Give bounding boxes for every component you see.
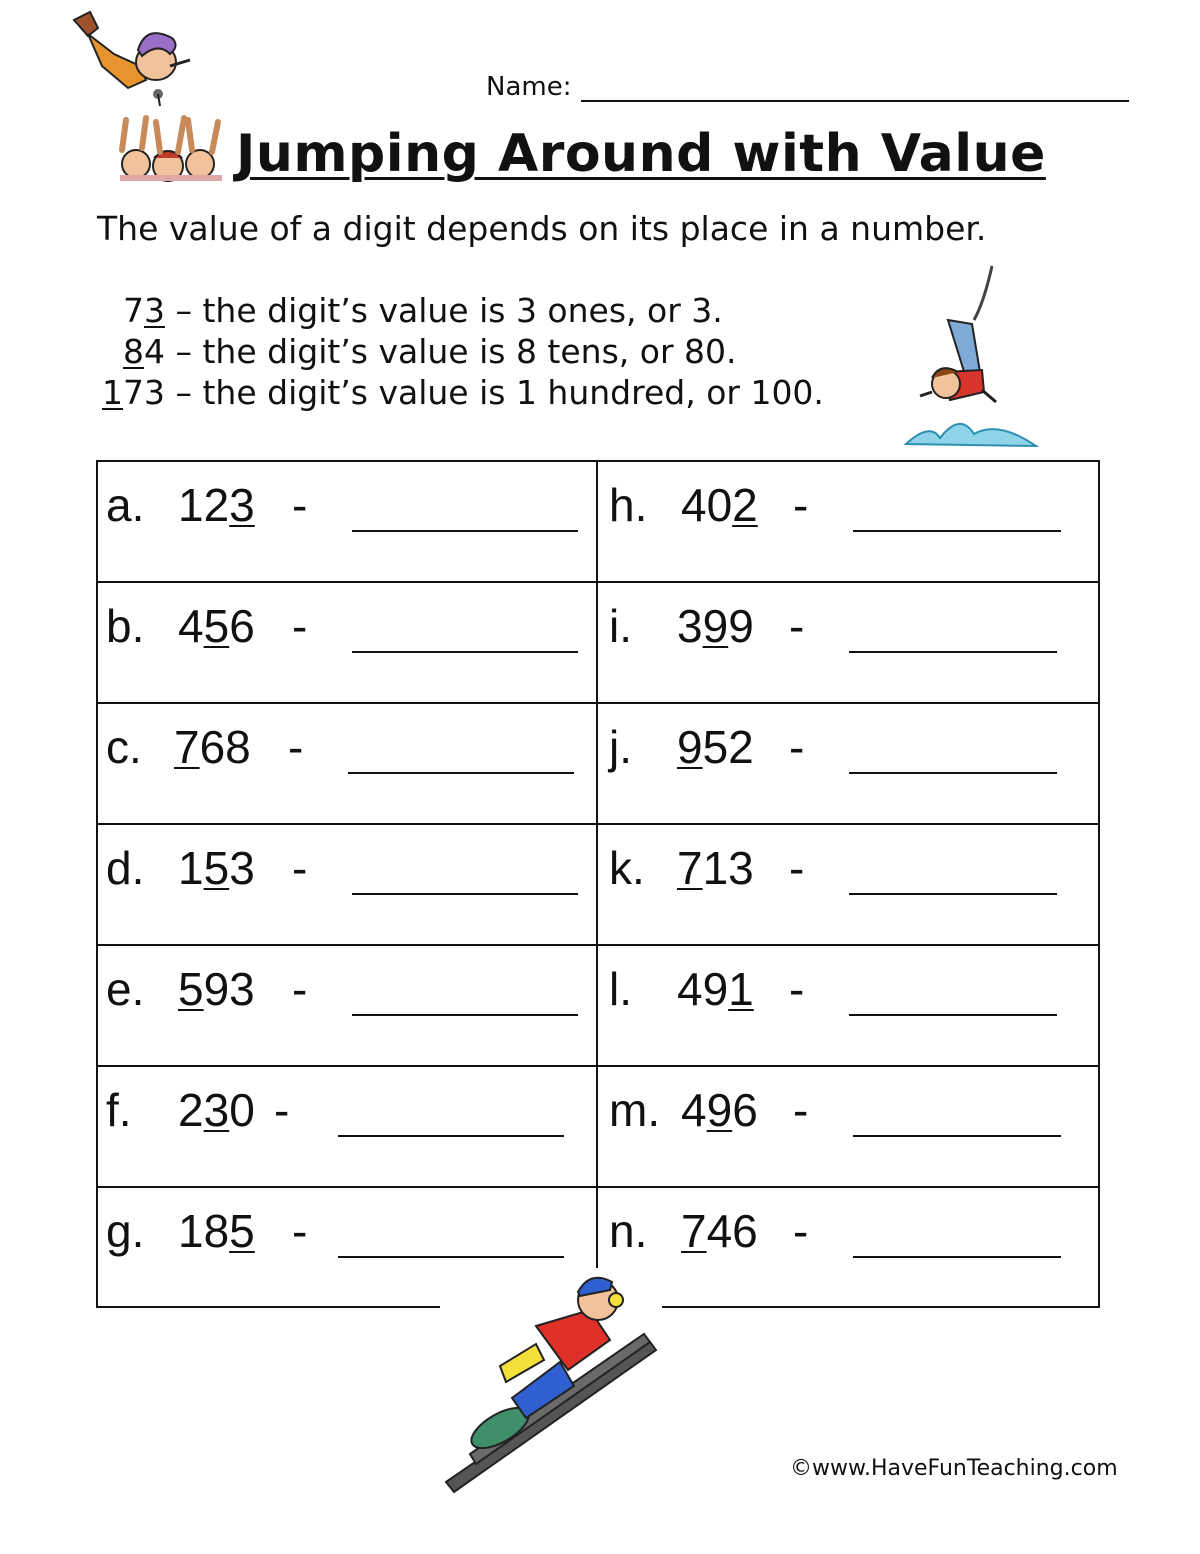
problem-letter: i.	[609, 600, 632, 652]
problem-letter: m.	[609, 1084, 661, 1136]
problem-number: 491	[677, 963, 754, 1015]
problem-j: j. 952 -	[609, 720, 1089, 780]
problem-b: b. 456 -	[106, 599, 586, 659]
problem-number: 768	[174, 721, 251, 773]
problem-number: 123	[178, 479, 255, 531]
answer-blank[interactable]	[853, 1135, 1061, 1137]
answer-blank[interactable]	[338, 1256, 564, 1258]
problem-letter: g.	[106, 1205, 145, 1257]
singer-cartoon-icon	[66, 10, 196, 110]
example-explanation: – the digit’s value is 1 hundred, or 100.	[165, 373, 824, 412]
problem-letter: a.	[106, 479, 145, 531]
intro-text: The value of a digit depends on its place in a number.	[97, 209, 987, 248]
answer-blank[interactable]	[352, 530, 578, 532]
problem-letter: c.	[106, 721, 142, 773]
grid-line	[96, 1306, 440, 1308]
underlined-digit: 9	[706, 1084, 733, 1136]
problem-letter: n.	[609, 1205, 648, 1257]
problem-number: 185	[178, 1205, 255, 1257]
underlined-digit: 5	[229, 1205, 255, 1257]
problem-a: a. 123 -	[106, 478, 586, 538]
grid-line	[96, 1065, 1100, 1067]
answer-blank[interactable]	[352, 651, 578, 653]
example-line: 173 – the digit’s value is 1 hundred, or 100.	[102, 373, 824, 412]
grid-line	[96, 460, 1100, 462]
problem-letter: k.	[609, 842, 645, 894]
underlined-digit: 2	[732, 479, 758, 531]
problem-f: f. 230 -	[106, 1083, 586, 1143]
underlined-digit: 5	[178, 963, 204, 1015]
underlined-digit: 7	[681, 1205, 707, 1257]
problem-letter: j.	[609, 721, 632, 773]
copyright-text: ©www.HaveFunTeaching.com	[790, 1456, 1118, 1481]
problem-number: 153	[178, 842, 255, 894]
problem-l: l. 491 -	[609, 962, 1089, 1022]
answer-blank[interactable]	[338, 1135, 564, 1137]
problem-h: h. 402 -	[609, 478, 1089, 538]
answer-blank[interactable]	[849, 772, 1057, 774]
problem-n: n. 746 -	[609, 1204, 1089, 1264]
grid-line	[96, 581, 1100, 583]
grid-line	[96, 944, 1100, 946]
problem-number: 496	[681, 1084, 758, 1136]
answer-blank[interactable]	[849, 1014, 1057, 1016]
problem-k: k. 713 -	[609, 841, 1089, 901]
worksheet-title: Jumping Around with Value	[236, 124, 1046, 184]
problem-number: 456	[178, 600, 255, 652]
underlined-digit: 1	[102, 373, 123, 412]
problem-letter: b.	[106, 600, 145, 652]
answer-blank[interactable]	[352, 893, 578, 895]
answer-blank[interactable]	[853, 530, 1061, 532]
problem-number: 713	[677, 842, 754, 894]
underlined-digit: 3	[229, 479, 255, 531]
underlined-digit: 7	[677, 842, 703, 894]
problem-letter: l.	[609, 963, 632, 1015]
example-explanation: – the digit’s value is 8 tens, or 80.	[165, 332, 737, 371]
underlined-digit: 7	[174, 721, 200, 773]
underlined-digit: 9	[702, 600, 729, 652]
answer-blank[interactable]	[849, 893, 1057, 895]
underlined-digit: 1	[728, 963, 754, 1015]
problem-number: 402	[681, 479, 758, 531]
underlined-digit: 9	[677, 721, 703, 773]
problem-d: d. 153 -	[106, 841, 586, 901]
problem-number: 230	[178, 1084, 255, 1136]
problem-m: m. 496 -	[609, 1083, 1089, 1143]
grid-line	[662, 1306, 1100, 1308]
grid-line	[96, 460, 98, 1308]
underlined-digit: 3	[144, 291, 165, 330]
problem-letter: f.	[106, 1084, 132, 1136]
problem-letter: e.	[106, 963, 145, 1015]
name-blank-line[interactable]	[581, 100, 1129, 102]
problem-letter: h.	[609, 479, 648, 531]
grid-line	[1098, 460, 1100, 1308]
answer-blank[interactable]	[352, 1014, 578, 1016]
problem-g: g. 185 -	[106, 1204, 586, 1264]
name-label: Name:	[486, 72, 572, 102]
underlined-digit: 3	[203, 1084, 230, 1136]
example-line: 84 – the digit’s value is 8 tens, or 80.	[123, 332, 737, 371]
answer-blank[interactable]	[348, 772, 574, 774]
example-line: 73 – the digit’s value is 3 ones, or 3.	[123, 291, 723, 330]
problem-letter: d.	[106, 842, 145, 894]
grid-line	[96, 823, 1100, 825]
bungee-jumper-icon	[900, 262, 1040, 454]
answer-blank[interactable]	[849, 651, 1057, 653]
problem-number: 593	[178, 963, 255, 1015]
problem-number: 746	[681, 1205, 758, 1257]
grid-line	[96, 1186, 1100, 1188]
answer-blank[interactable]	[853, 1256, 1061, 1258]
underlined-digit: 5	[203, 842, 230, 894]
problem-c: c. 768 -	[106, 720, 586, 780]
example-explanation: – the digit’s value is 3 ones, or 3.	[165, 291, 723, 330]
problem-i: i. 399 -	[609, 599, 1089, 659]
problem-e: e. 593 -	[106, 962, 586, 1022]
underlined-digit: 8	[123, 332, 144, 371]
crowd-cartoon-icon	[116, 112, 226, 184]
problem-number: 952	[677, 721, 754, 773]
problem-number: 399	[677, 600, 754, 652]
grid-line	[96, 702, 1100, 704]
underlined-digit: 5	[203, 600, 230, 652]
